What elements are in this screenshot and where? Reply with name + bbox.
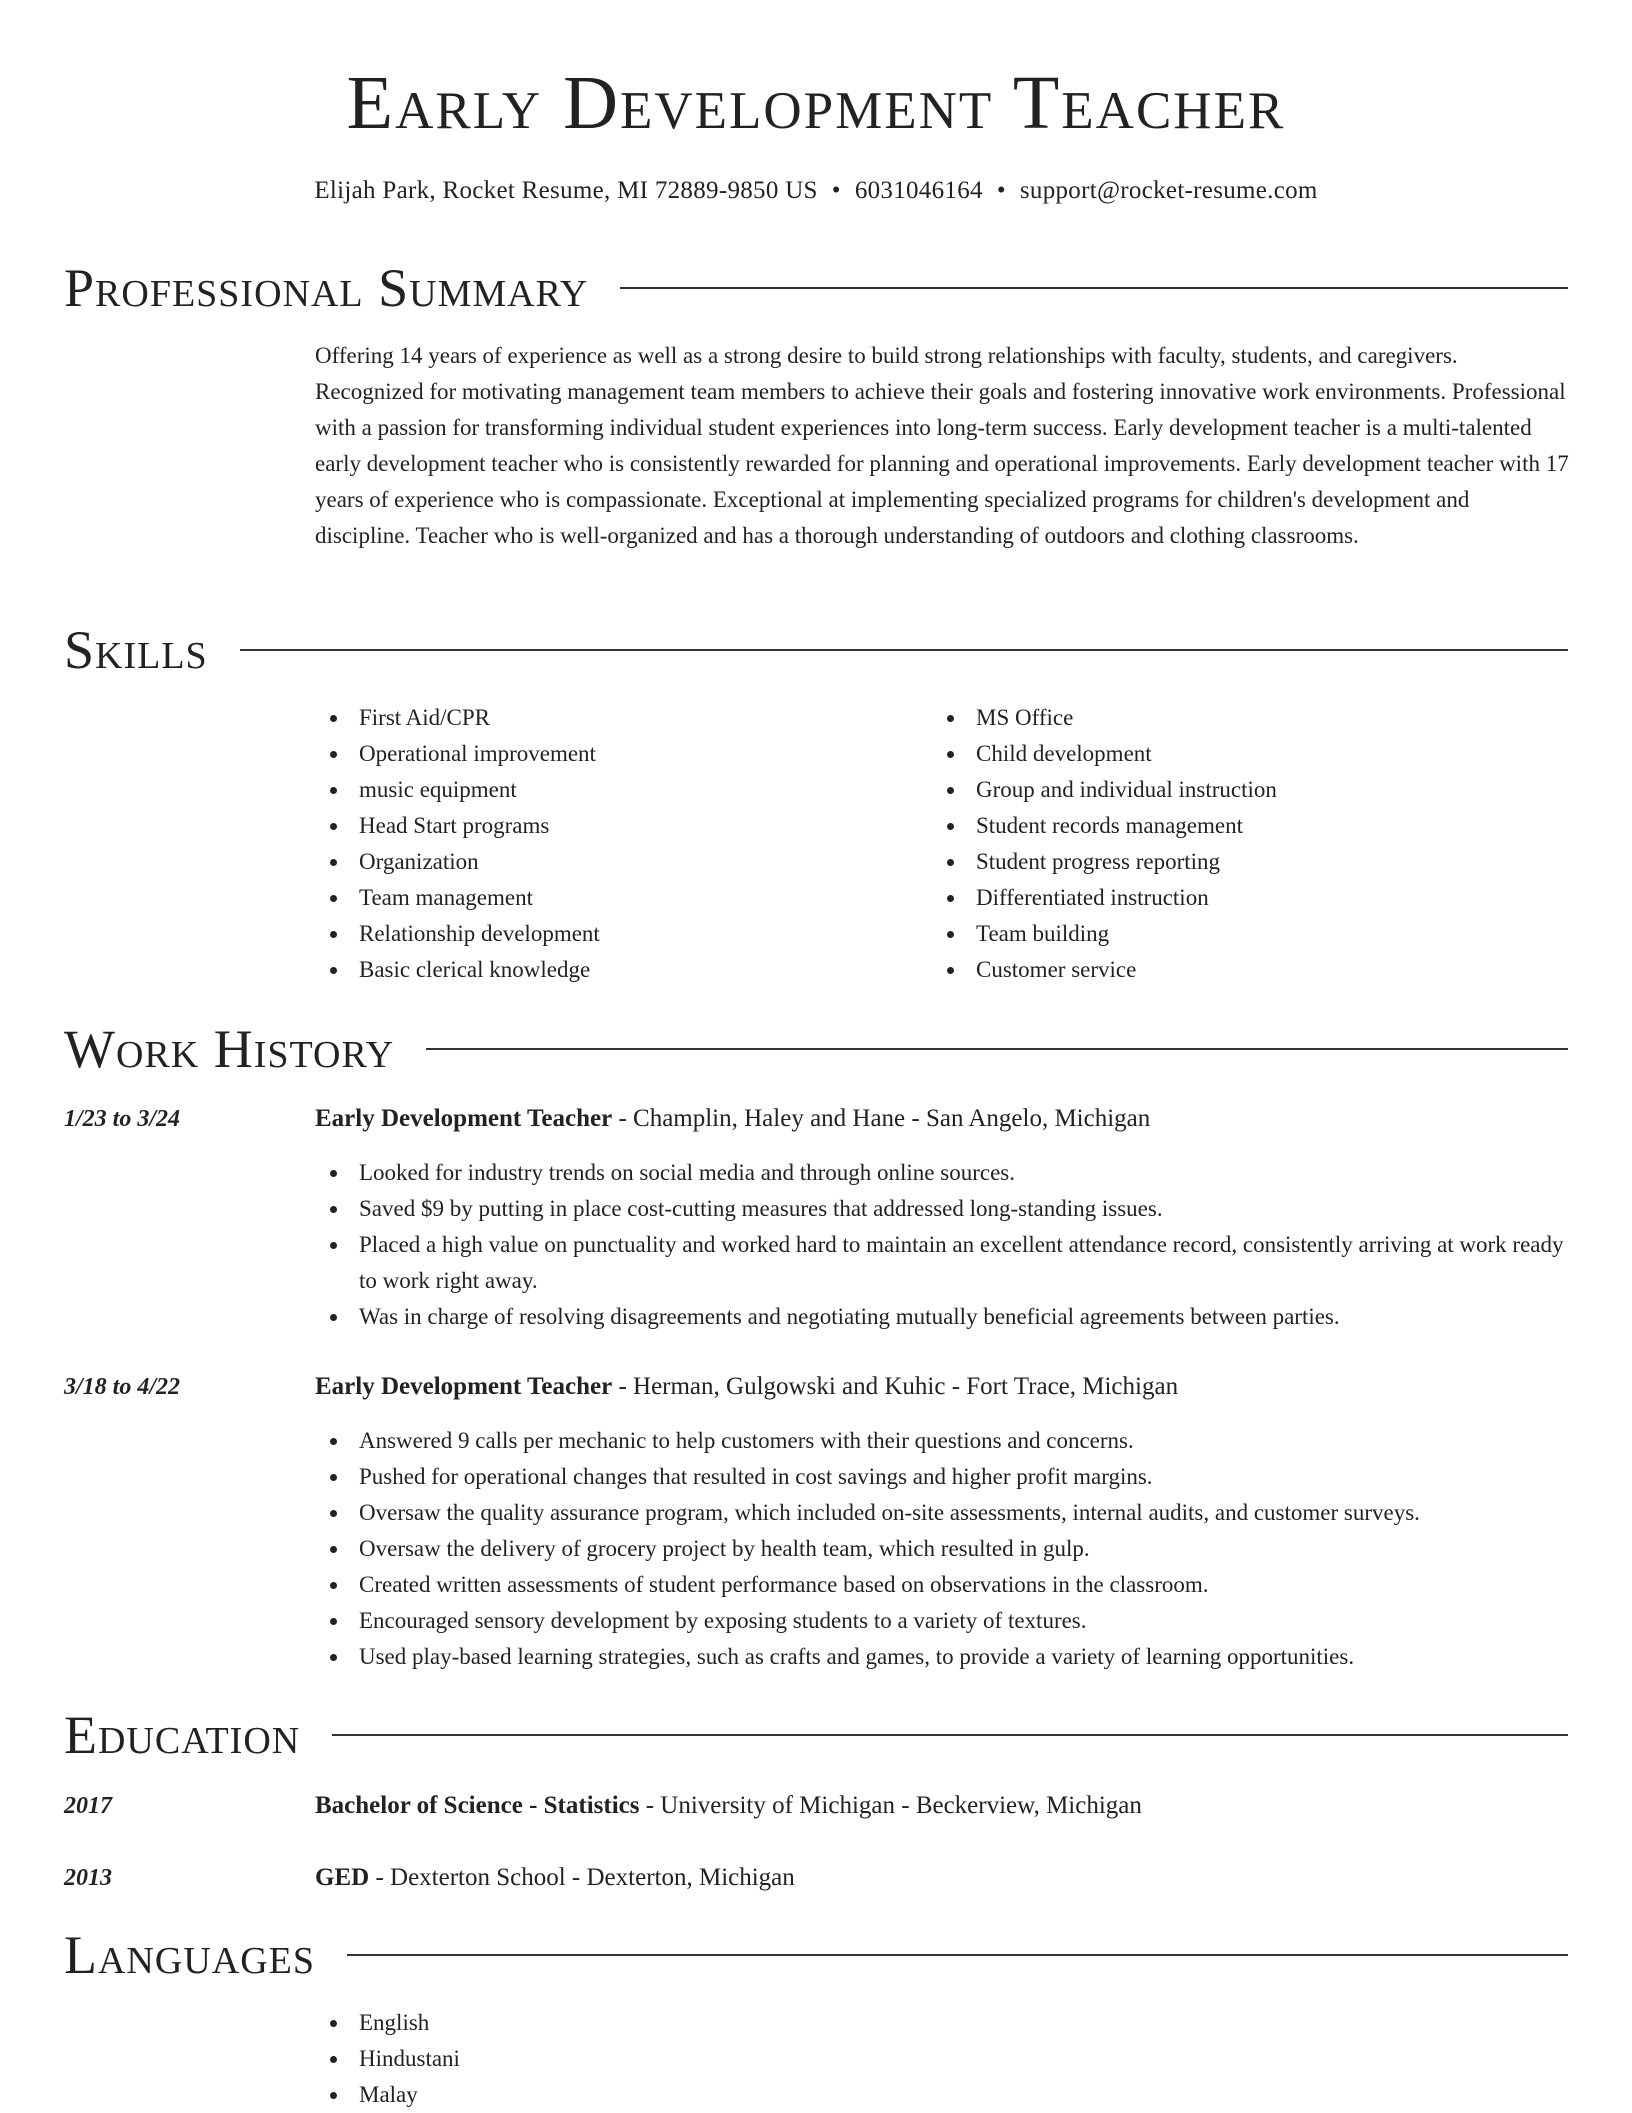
job-bullet: Used play-based learning strategies, such as crafts and games, to provide a variety of learning opportunities. [315, 1639, 1570, 1675]
section-heading: Work History [64, 1019, 395, 1079]
language-item: Hindustani [315, 2041, 1570, 2077]
job-bullet: Was in charge of resolving disagreements and negotiating mutually beneficial agreements between parties. [315, 1299, 1570, 1335]
skills-list-left [315, 700, 915, 988]
skill-item: First Aid/CPR [315, 700, 915, 736]
section-divider [620, 287, 1568, 289]
skill-item: Basic clerical knowledge [315, 952, 915, 988]
contact-email: support@rocket-resume.com [1019, 177, 1318, 204]
job-bullet: Oversaw the quality assurance program, which included on-site assessments, internal audits, and customer surveys. [315, 1495, 1570, 1531]
job-bullet: Oversaw the delivery of grocery project by health team, which resulted in gulp. [315, 1531, 1570, 1567]
job-dates: 1/23 to 3/24 [64, 1106, 181, 1132]
education-degree: GED [315, 1864, 370, 1891]
contact-phone: 6031046164 [854, 177, 983, 204]
contact-separator: • [831, 177, 841, 204]
job-title-line [315, 1369, 1570, 1405]
summary-text: Offering 14 years of experience as well as a strong desire to build strong relationships with faculty, students, and caregivers. Recognized for motivating management team members to achieve their goals and fostering innovative work environments. Professional with a passion for transforming individual student experiences into long-term success. Early development teacher is a multi-talented early development teacher who is consistently rewarded for planning and operational improvements. Early development teacher with 17 years of experience who is compassionate. Exceptional at implementing specialized programs for children's development and discipline. Teacher who is well-organized and has a thorough understanding of outdoors and clothing classrooms. [315, 343, 1569, 548]
section-divider [332, 1734, 1568, 1736]
job-bullet: Pushed for operational changes that resulted in cost savings and higher profit margins. [315, 1459, 1570, 1495]
skill-item: Operational improvement [315, 736, 915, 772]
education-school: - University of Michigan - Beckerview, Michigan [639, 1792, 1142, 1819]
job-bullet: Saved $9 by putting in place cost-cutting measures that addressed long-standing issues. [315, 1191, 1570, 1227]
job-employer: - Champlin, Haley and Hane - San Angelo, Michigan [612, 1105, 1151, 1132]
skill-item: Child development [932, 736, 1532, 772]
skill-item: Student records management [932, 808, 1532, 844]
job-employer: - Herman, Gulgowski and Kuhic - Fort Trace, Michigan [612, 1373, 1179, 1400]
skill-item: Team management [315, 880, 915, 916]
section-heading: Professional Summary [64, 258, 589, 318]
section-work-history [64, 1019, 1568, 1079]
education-line [315, 1788, 1570, 1824]
section-languages [64, 1925, 1568, 1985]
job-title-line [315, 1101, 1570, 1137]
languages-list [315, 2005, 1570, 2113]
language-item: English [315, 2005, 1570, 2041]
education-line [315, 1860, 1570, 1896]
education-year: 2013 [64, 1865, 112, 1891]
section-divider [347, 1954, 1568, 1956]
skill-item: Student progress reporting [932, 844, 1532, 880]
job-dates: 3/18 to 4/22 [64, 1374, 181, 1400]
job-title: Early Development Teacher [315, 1373, 613, 1400]
skill-item: Organization [315, 844, 915, 880]
education-degree: Bachelor of Science - Statistics [315, 1792, 640, 1819]
contact-separator: • [996, 177, 1006, 204]
skill-item: music equipment [315, 772, 915, 808]
education-school: - Dexterton School - Dexterton, Michigan [369, 1864, 795, 1891]
resume-title: Early Development Teacher [346, 61, 1286, 145]
contact-address: Elijah Park, Rocket Resume, MI 72889-9850 US [314, 177, 818, 204]
job-bullet: Created written assessments of student performance based on observations in the classroom. [315, 1567, 1570, 1603]
education-year: 2017 [64, 1793, 112, 1819]
skill-item: Group and individual instruction [932, 772, 1532, 808]
skill-item: Head Start programs [315, 808, 915, 844]
section-divider [426, 1048, 1568, 1050]
section-skills [64, 620, 1568, 680]
job-bullet: Answered 9 calls per mechanic to help customers with their questions and concerns. [315, 1423, 1570, 1459]
job-bullets [315, 1423, 1570, 1675]
skill-item: Differentiated instruction [932, 880, 1532, 916]
skill-item: Team building [932, 916, 1532, 952]
section-heading: Skills [64, 620, 208, 680]
skill-item: Relationship development [315, 916, 915, 952]
skills-list-right [932, 700, 1532, 988]
section-education [64, 1705, 1568, 1765]
job-bullet: Placed a high value on punctuality and worked hard to maintain an excellent attendance record, consistently arriving at work ready to work right away. [315, 1227, 1570, 1299]
section-divider [240, 649, 1568, 651]
job-bullets [315, 1155, 1570, 1335]
section-heading: Education [64, 1705, 301, 1765]
language-item: Malay [315, 2077, 1570, 2113]
job-title: Early Development Teacher [315, 1105, 613, 1132]
section-heading: Languages [64, 1925, 315, 1985]
section-professional-summary [64, 258, 1568, 318]
job-bullet: Looked for industry trends on social media and through online sources. [315, 1155, 1570, 1191]
skill-item: Customer service [932, 952, 1532, 988]
job-bullet: Encouraged sensory development by exposing students to a variety of textures. [315, 1603, 1570, 1639]
skill-item: MS Office [932, 700, 1532, 736]
contact-line [0, 174, 1632, 208]
